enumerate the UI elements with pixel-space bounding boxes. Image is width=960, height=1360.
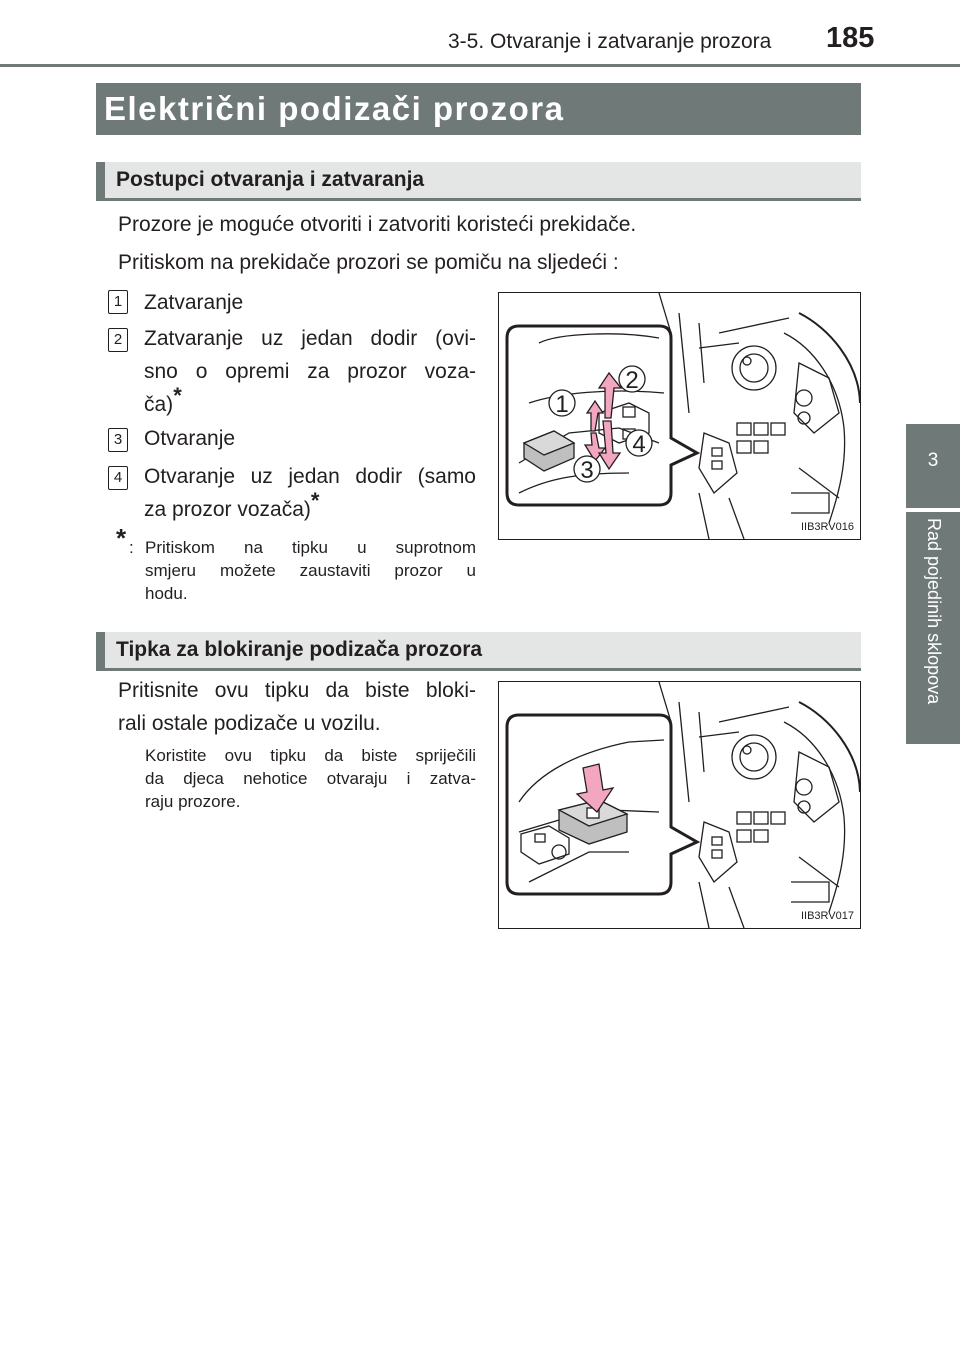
section-heading-bar-1	[96, 162, 861, 201]
item-4-line-2	[144, 488, 476, 526]
item-text-3: Otvaranje	[144, 427, 236, 450]
item-text-1: Zatvaranje	[144, 291, 244, 314]
item-number-3: 3	[108, 428, 128, 452]
item-number-1: 1	[108, 290, 128, 314]
page-number: 185	[826, 22, 875, 54]
chapter-label: Rad pojedinih sklopova	[924, 518, 944, 705]
section-heading-bar-2	[96, 632, 861, 671]
item-text-4	[144, 460, 476, 526]
item-4-line-1: Otvaranje uz jedan dodir (samo	[144, 465, 476, 488]
callout-2: 2	[625, 367, 639, 394]
chapter-number: 3	[927, 450, 939, 471]
footnote-text	[145, 536, 476, 605]
footnote-line-3: hodu.	[145, 584, 188, 603]
header-rule	[0, 64, 960, 67]
chapter-tab	[906, 424, 960, 508]
section-heading-1: Postupci otvaranja i zatvaranja	[116, 168, 425, 191]
chapter-label-tab	[906, 512, 960, 744]
intro-paragraph-1: Prozore je moguće otvoriti i zatvoriti koristeći prekidače.	[118, 213, 637, 236]
figure-window-switches	[498, 292, 861, 540]
section-heading-2: Tipka za blokiranje podizača prozora	[116, 638, 483, 661]
item-2-line-1: Zatvaranje uz jedan dodir (ovi-	[144, 327, 476, 350]
page-title-bar	[96, 83, 861, 135]
item-2-line-3	[144, 383, 476, 421]
figure-1-illustration	[499, 293, 860, 539]
footnote-asterisk: *	[116, 523, 127, 553]
item-2-line-2: sno o opremi za prozor voza-	[144, 360, 476, 383]
note-line-1: Koristite ovu tipku da biste spriječili	[145, 746, 476, 765]
figure-lock-switch	[498, 681, 861, 929]
page-title: Električni podizači prozora	[104, 90, 565, 127]
figure-2-illustration	[499, 682, 860, 928]
footnote-mark: *	[310, 488, 320, 513]
item-number-4: 4	[108, 466, 128, 490]
footnote-mark: *	[173, 383, 182, 408]
intro-paragraph-2: Pritiskom na prekidače prozori se pomiču na sljedeći :	[118, 251, 619, 274]
section2-line-2: rali ostale podizače u vozilu.	[118, 712, 381, 735]
footnote-colon: :	[129, 538, 134, 557]
item-text-2	[144, 322, 476, 421]
callout-3: 3	[580, 457, 594, 484]
item-2-line-3-text: ča)	[144, 393, 174, 416]
figure-code-2: IIB3RV017	[800, 910, 854, 922]
footnote-line-1: Pritiskom na tipku u suprotnom	[145, 538, 476, 557]
note-line-2: da djeca nehotice otvaraju i zatva-	[145, 769, 476, 788]
section2-line-1: Pritisnite ovu tipku da biste bloki-	[118, 679, 476, 702]
item-4-line-2-text: za prozor vozača)	[144, 498, 311, 521]
running-header-section: 3-5. Otvaranje i zatvaranje prozora	[448, 30, 772, 53]
note-line-3: raju prozore.	[145, 792, 241, 811]
section2-paragraph	[118, 674, 476, 740]
figure-code-1: IIB3RV016	[800, 521, 854, 533]
callout-1: 1	[555, 391, 569, 418]
callout-4: 4	[632, 431, 646, 458]
section2-note	[145, 744, 476, 813]
item-number-2: 2	[108, 328, 128, 352]
footnote-line-2: smjeru možete zaustaviti prozor u	[145, 561, 476, 580]
